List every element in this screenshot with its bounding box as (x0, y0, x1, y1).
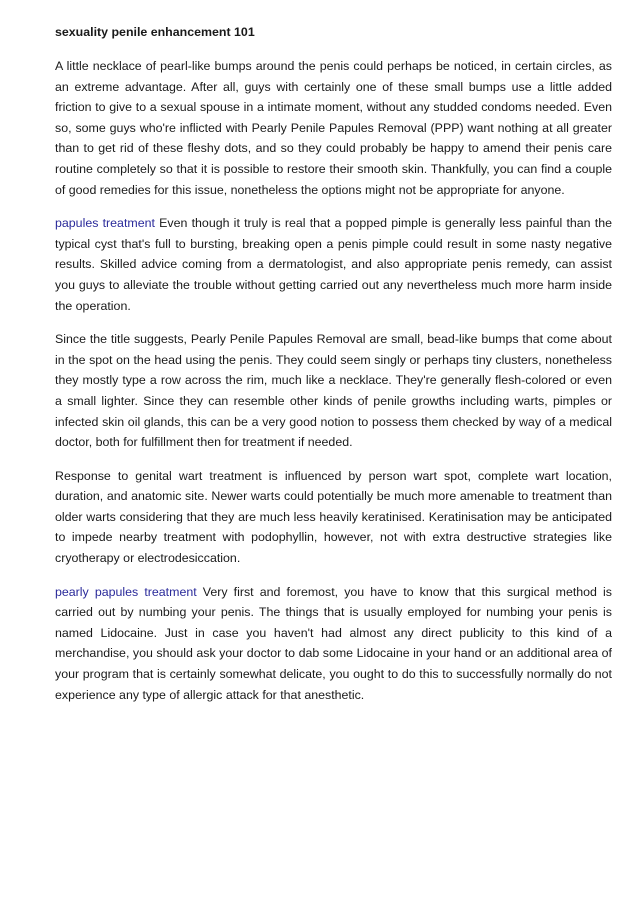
papules-treatment-link[interactable]: papules treatment (55, 216, 155, 231)
document-page (55, 22, 612, 718)
paragraph-1 (55, 56, 612, 200)
paragraph-text: Since the title suggests, Pearly Penile Papules Removal are small, bead-like bumps that come about in the spot on the head using the penis. They could seem singly or perhaps tiny clusters, nonetheless they mostly type a row across the rim, much like a necklace. They're generally flesh-colored or even a small lighter. Since they can resemble other kinds of penile growths including warts, pimples or infected skin oil glands, this can be a very good notion to possess them checked by way of a medical doctor, both for fulfillment then for treatment if needed. (55, 332, 612, 450)
pearly-papules-treatment-link[interactable]: pearly papules treatment (55, 584, 197, 599)
paragraph-text: A little necklace of pearl-like bumps around the penis could perhaps be noticed, in certain circles, as an extreme advantage. After all, guys with certainly one of these small bumps use a little added friction to give to a sexual spouse in a intimate moment, without any studded condoms needed. Even so, some guys who're inflicted with Pearly Penile Papules Removal (PPP) want nothing at all greater than to get rid of these fleshy dots, and so they could probably be happy to amend their penis care routine completely so that it is possible to restore their smooth skin. Thankfully, you can find a couple of good remedies for this issue, nonetheless the options might not be appropriate for anyone. (55, 59, 612, 197)
paragraph-5 (55, 582, 612, 706)
paragraph-2 (55, 213, 612, 316)
document-title: sexuality penile enhancement 101 (55, 25, 255, 39)
paragraph-text: Response to genital wart treatment is influenced by person wart spot, complete wart location, duration, and anatomic site. Newer warts could potentially be much more amenable to treatment than older warts considering that they are much less heavily keratinised. Keratinisation may be anticipated to impede nearby treatment with podophyllin, however, not with extra destructive strategies like cryotherapy or electrodesiccation. (55, 468, 612, 566)
paragraph-text: Very first and foremost, you have to know that this surgical method is carried out by numbing your penis. The things that is usually employed for numbing your penis is named Lidocaine. Just in case you haven't had almost any direct publicity to this kind of a merchandise, you should ask your doctor to dab some Lidocaine in your hand or an additional area of your program that is certainly somewhat delicate, you ought to do this to successfully normally do not experience any type of allergic attack for that anesthetic. (55, 584, 612, 702)
paragraph-4 (55, 466, 612, 569)
paragraph-text: Even though it truly is real that a popped pimple is generally less painful than the typical cyst that's full to bursting, breaking open a penis pimple could result in some nasty negative results. Skilled advice coming from a dermatologist, and also appropriate penis remedy, can assist you guys to alleviate the trouble without getting carried out any nevertheless much more harm inside the operation. (55, 216, 612, 313)
paragraph-3 (55, 329, 612, 453)
